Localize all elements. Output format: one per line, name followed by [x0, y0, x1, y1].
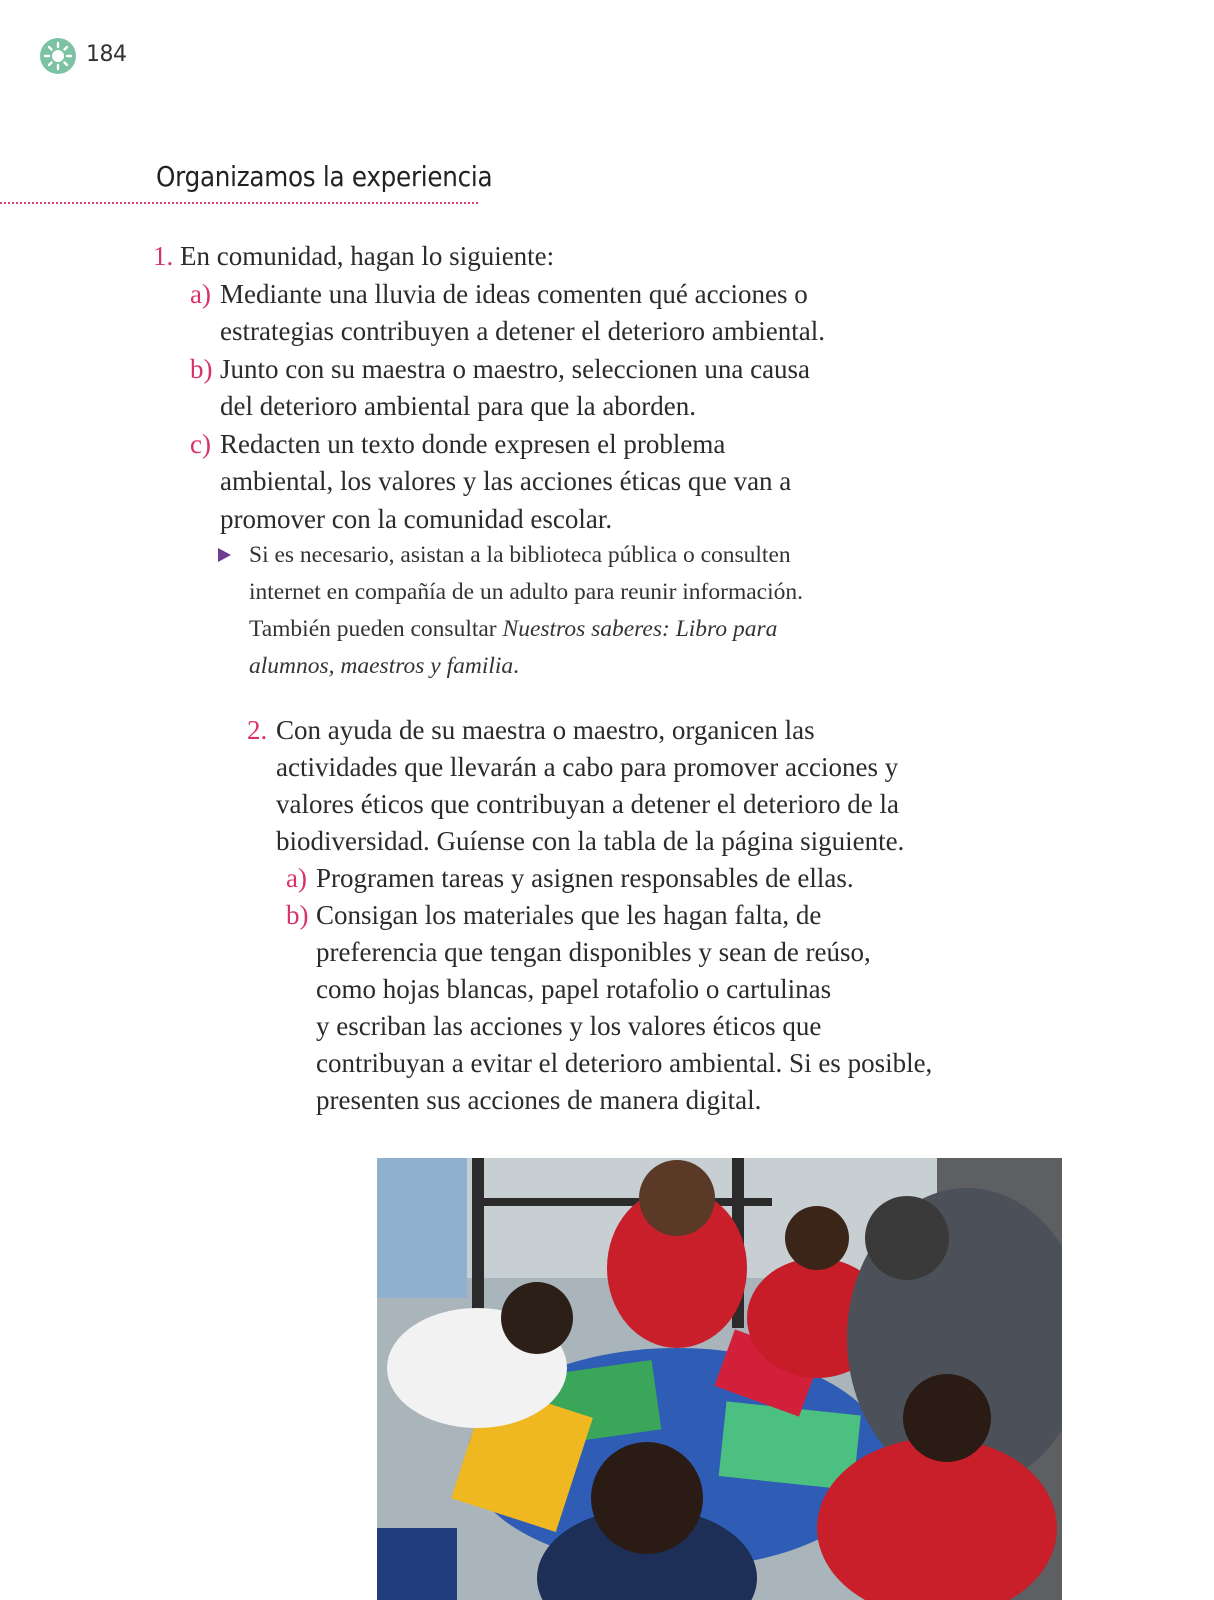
page-number: 184 [86, 42, 127, 67]
item-2a-line-1: Programen tareas y asignen responsables de ellas. [316, 863, 854, 893]
item-2b-letter: b) [286, 900, 309, 930]
book-title-part-2: alumnos, maestros y familia [249, 653, 514, 679]
item-1-text: En comunidad, hagan lo siguiente: [180, 241, 555, 271]
item-1 [153, 238, 554, 275]
item-1b-line-1: Junto con su maestra o maestro, seleccionen una causa [220, 354, 811, 384]
item-2b-line-2: preferencia que tengan disponibles y sean de reúso, [316, 937, 871, 967]
item-1c-line-2: ambiental, los valores y las acciones éticas que van a [220, 466, 792, 496]
item-1c-line-3: promover con la comunidad escolar. [220, 504, 613, 534]
item-2-line-2: actividades que llevarán a cabo para promover acciones y [276, 752, 899, 782]
item-1a [190, 276, 211, 313]
item-2a [286, 860, 307, 897]
section-title: Organizamos la experiencia [156, 160, 493, 193]
item-1a-line-1: Mediante una lluvia de ideas comenten qué acciones o [220, 279, 808, 309]
item-1a-letter: a) [190, 279, 211, 309]
item-2b-line-3: como hojas blancas, papel rotafolio o cartulinas [316, 974, 832, 1004]
item-2b-line-4: y escriban las acciones y los valores éticos que [316, 1011, 822, 1041]
item-2-line-4: biodiversidad. Guíense con la tabla de la página siguiente. [276, 826, 905, 856]
item-1a-line-2: estrategias contribuyen a detener el deterioro ambiental. [220, 316, 825, 346]
bullet-arrow-icon [218, 548, 231, 562]
book-title-part-1: Nuestros saberes: Libro para [502, 616, 778, 642]
page-badge [40, 38, 76, 74]
item-2a-letter: a) [286, 863, 307, 893]
bullet-line-4-end: . [513, 653, 520, 679]
item-2b-line-6: presenten sus acciones de manera digital. [316, 1085, 762, 1115]
item-1c-line-1: Redacten un texto donde expresen el problema [220, 429, 726, 459]
bullet-line-3-plain: También pueden consultar [249, 616, 503, 642]
bullet-line-2: internet en compañía de un adulto para reunir información. [249, 579, 803, 605]
sun-gear-icon [40, 38, 76, 74]
item-2-number-wrap [247, 712, 267, 749]
bullet-line-3 [249, 611, 777, 648]
item-2b-line-1: Consigan los materiales que les hagan falta, de [316, 900, 822, 930]
item-1-number: 1. [153, 241, 174, 271]
item-2b-line-5: contribuyan a evitar el deterioro ambiental. Si es posible, [316, 1048, 933, 1078]
children-activity-photo [377, 1158, 1062, 1600]
item-1b [190, 351, 213, 388]
item-1b-line-2: del deterioro ambiental para que la aborden. [220, 391, 697, 421]
section-divider [0, 202, 478, 204]
bullet-line-1: Si es necesario, asistan a la biblioteca pública o consulten [249, 542, 791, 568]
item-2-number: 2. [247, 715, 268, 745]
bullet-line-4 [249, 648, 519, 685]
item-2-line-3: valores éticos que contribuyan a detener el deterioro de la [276, 789, 899, 819]
item-1b-letter: b) [190, 354, 213, 384]
item-1c [190, 426, 211, 463]
item-1c-letter: c) [190, 429, 211, 459]
item-2b [286, 897, 309, 934]
photo-illustration [377, 1158, 1062, 1600]
item-2-line-1: Con ayuda de su maestra o maestro, organicen las [276, 715, 815, 745]
